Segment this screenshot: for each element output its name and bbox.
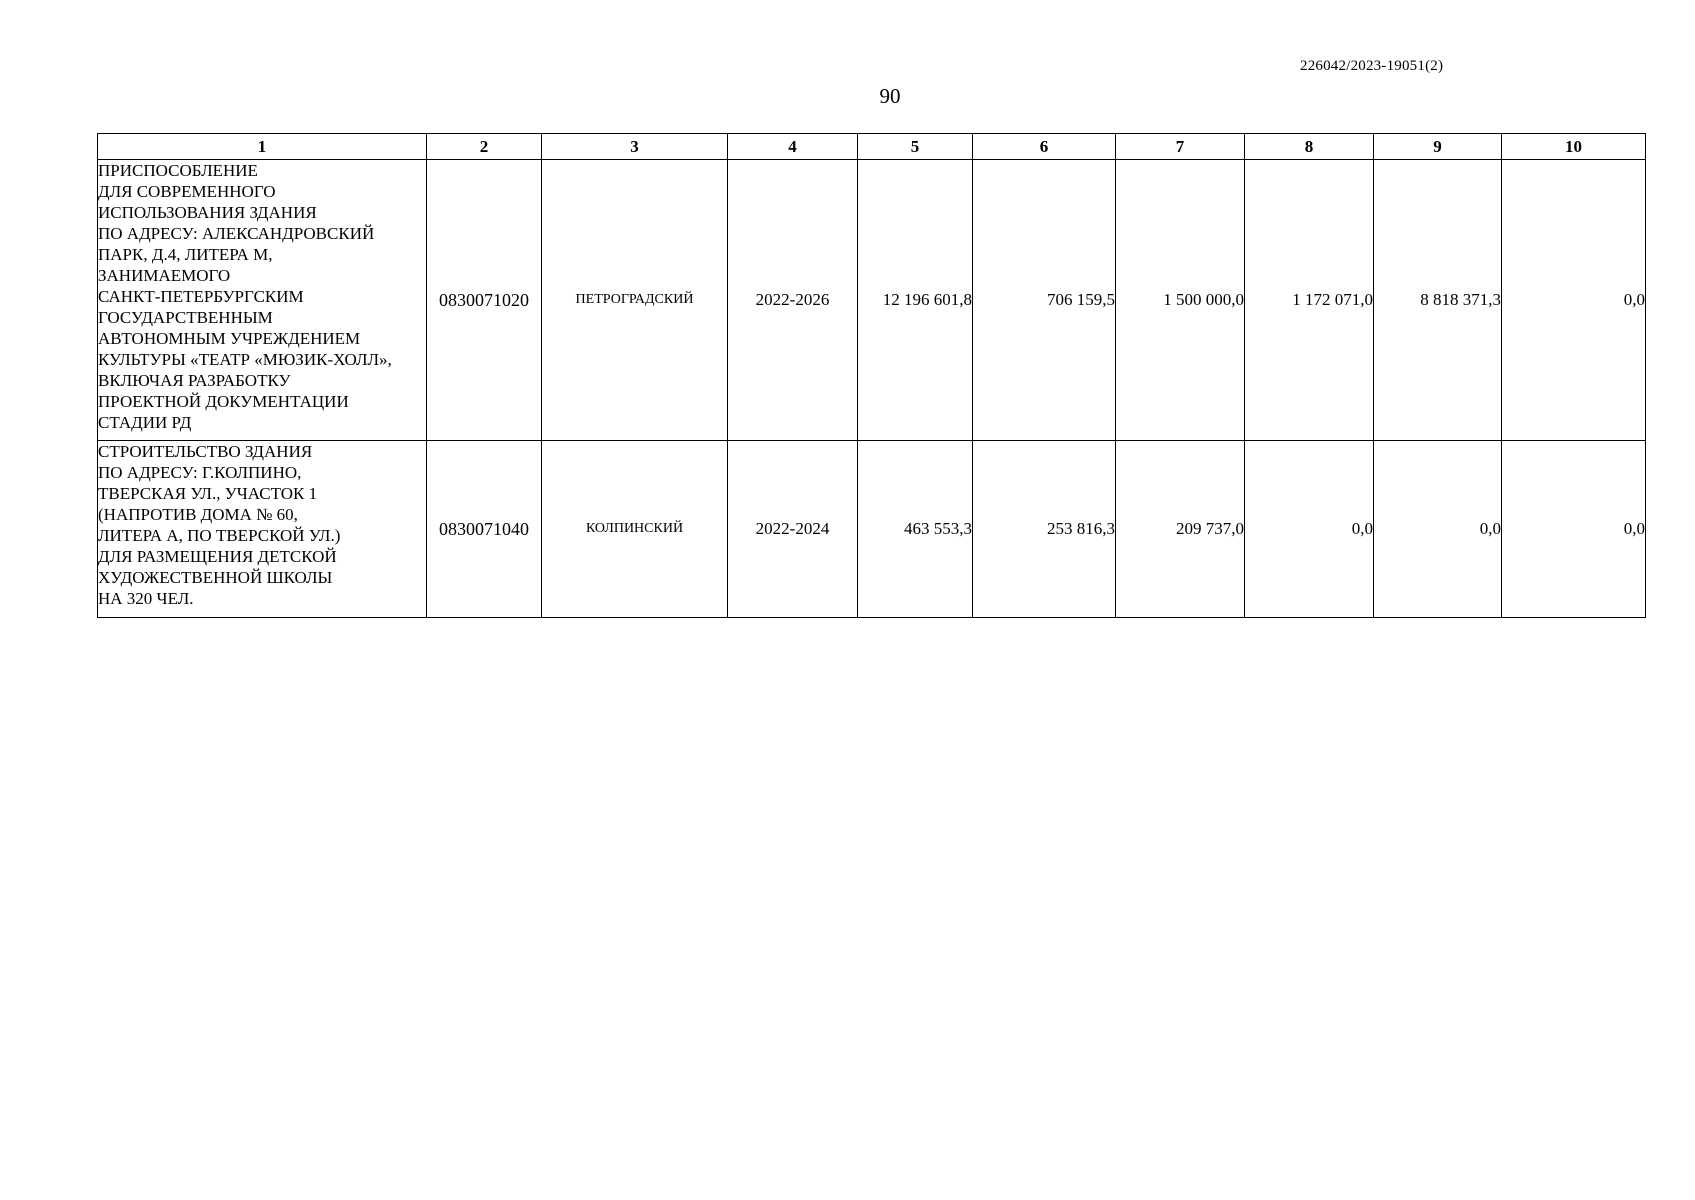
value-cell-9: 0,0	[1374, 441, 1502, 618]
value-cell-8: 1 172 071,0	[1245, 160, 1374, 441]
code-cell: 0830071040	[427, 441, 542, 618]
column-header-6: 6	[973, 134, 1116, 160]
column-header-9: 9	[1374, 134, 1502, 160]
column-header-1: 1	[98, 134, 427, 160]
column-header-2: 2	[427, 134, 542, 160]
value-cell-7: 209 737,0	[1116, 441, 1245, 618]
column-header-4: 4	[728, 134, 858, 160]
table-row	[98, 441, 1646, 618]
column-header-10: 10	[1502, 134, 1646, 160]
column-header-5: 5	[858, 134, 973, 160]
column-header-7: 7	[1116, 134, 1245, 160]
value-cell-5: 12 196 601,8	[858, 160, 973, 441]
column-header-8: 8	[1245, 134, 1374, 160]
value-cell-6: 706 159,5	[973, 160, 1116, 441]
value-cell-8: 0,0	[1245, 441, 1374, 618]
district-cell: ПЕТРОГРАДСКИЙ	[542, 160, 728, 441]
value-cell-7: 1 500 000,0	[1116, 160, 1245, 441]
value-cell-10: 0,0	[1502, 160, 1646, 441]
district-cell: КОЛПИНСКИЙ	[542, 441, 728, 618]
table-row	[98, 160, 1646, 441]
page-number: 90	[879, 84, 901, 108]
code-cell: 0830071020	[427, 160, 542, 441]
value-cell-9: 8 818 371,3	[1374, 160, 1502, 441]
value-cell-10: 0,0	[1502, 441, 1646, 618]
value-cell-6: 253 816,3	[973, 441, 1116, 618]
period-cell: 2022-2026	[728, 160, 858, 441]
value-cell-5: 463 553,3	[858, 441, 973, 618]
data-table	[97, 133, 1646, 618]
table-header-row	[98, 134, 1646, 160]
document-number: 226042/2023-19051(2)	[1300, 58, 1444, 74]
column-header-3: 3	[542, 134, 728, 160]
period-cell: 2022-2024	[728, 441, 858, 618]
object-name-cell: ПРИСПОСОБЛЕНИЕ ДЛЯ СОВРЕМЕННОГО ИСПОЛЬЗОВАНИЯ ЗДАНИЯ ПО АДРЕСУ: АЛЕКСАНДРОВСКИЙ ПАРК, Д.4, ЛИТЕРА М, ЗАНИМАЕМОГО САНКТ-ПЕТЕРБУРГСКИМ ГОСУДАРСТВЕННЫМ АВТОНОМНЫМ УЧРЕЖДЕНИЕМ КУЛЬТУРЫ «ТЕАТР «МЮЗИК-ХОЛЛ», ВКЛЮЧАЯ РАЗРАБОТКУ ПРОЕКТНОЙ ДОКУМЕНТАЦИИ СТАДИИ РД	[98, 160, 427, 441]
object-name-cell: СТРОИТЕЛЬСТВО ЗДАНИЯ ПО АДРЕСУ: Г.КОЛПИНО, ТВЕРСКАЯ УЛ., УЧАСТОК 1 (НАПРОТИВ ДОМА № 60, ЛИТЕРА А, ПО ТВЕРСКОЙ УЛ.) ДЛЯ РАЗМЕЩЕНИЯ ДЕТСКОЙ ХУДОЖЕСТВЕННОЙ ШКОЛЫ НА 320 ЧЕЛ.	[98, 441, 427, 618]
